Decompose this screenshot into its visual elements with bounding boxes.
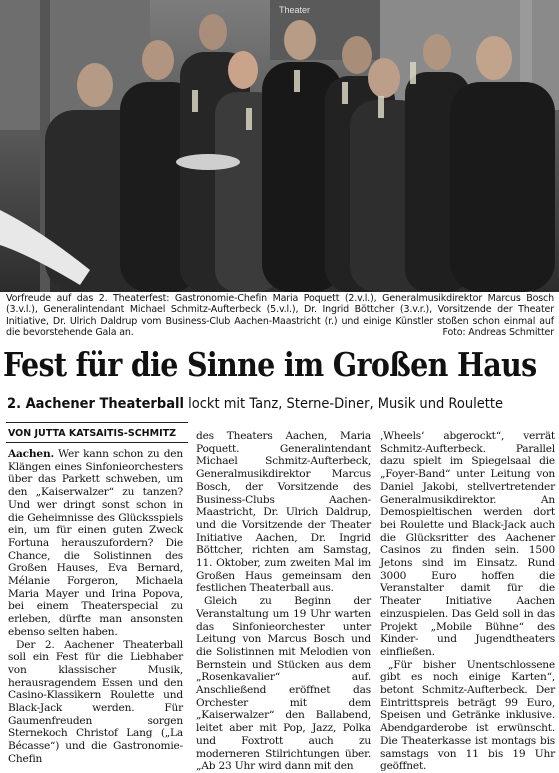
article-paragraph: ‚Wheels‘ abgerockt“, verrät Schmitz-Aufterbeck. Parallel dazu spielt im Spiegelsaal die „Foyer-Band“ unter Leitung von Daniel Jakobi, stellvertretender Generalmusikdirektor. An Demospieltischen werden dort bei Roulette und Black-Jack auch die Glücksritter des Aachener Casinos zu finden sein. 1500 Jetons sind im Einsatz. Rund 3000 Euro hoffen die Veranstalter damit für die Theater Initiative Aachen einzuspielen. Das Geld soll in das Projekt „Mobile Bühne“ des Kinder- und Jugendtheaters einfließen. (380, 430, 555, 658)
photo-caption (6, 293, 554, 338)
group-photo (0, 0, 559, 292)
paragraph-text: Wer kann schon zu den Klängen eines Sinfonieorchesters über das Parkett schweben, um den „Kaiserwalzer“ zu tanzen? Und wer dringt sonst schon in die Geheimnisse des Glücksspiels ein, um für einen guten Zweck Fortuna herauszufordern? Die Chance, die Solistinnen des Großen Hauses, Eva Bernard, Mélanie Forgeron, Michaela Maria Mayer und Irina Popova, bei einem Theaterspecial zu erleben, dürfte man ansonsten ebenso selten haben. (8, 448, 183, 638)
headline: Fest für die Sinne im Großen Haus (3, 345, 537, 384)
article-column-2 (196, 430, 371, 773)
dateline: Aachen. (8, 448, 54, 460)
article-paragraph: Der 2. Aachener Theaterball soll ein Fest für die Liebhaber von klassischer Musik, herausragendem Essen und den Casino-Klassikern Roulette und Black-Jack werden. Für Gaumenfreuden sorgen Sternekoch Christof Lang („La Bécasse“) und die Gastronomie-Chefin (8, 638, 183, 765)
byline-rule-bottom (6, 442, 188, 443)
subheadline (7, 395, 504, 413)
article-paragraph: des Theaters Aachen, Maria Poquett. Generalintendant Michael Schmitz-Aufterbeck, Generalmusikdirektor Marcus Bosch, der Vorsitzende des Business-Clubs Aachen-Maastricht, Dr. Ulrich Daldrup, und die Vorsitzende der Theater Initiative Aachen, Dr. Ingrid Böttcher, richten am Samstag, 11. Oktober, zum zweiten Mal im Großen Haus gemeinsam den festlichen Theaterball aus. (196, 430, 371, 595)
subheadline-rest: lockt mit Tanz, Sterne-Diner, Musik und Roulette (183, 396, 504, 412)
article-column-3 (380, 430, 555, 773)
article-paragraph: Gleich zu Beginn der Veranstaltung um 19 Uhr warten das Sinfonieorchester unter Leitung von Marcus Bosch und die Solistinnen mit Melodien von Bernstein und Stücken aus dem „Rosenkavalier“ auf. Anschließend eröffnet das Orchester mit dem „Kaiserwalzer“ den Ballabend, leitet aber mit Pop, Jazz, Polka und Foxtrott auch zu moderneren Stilrichtungen über. „Ab 23 Uhr wird dann mit den (196, 595, 371, 773)
photo-credit: Foto: Andreas Schmitter (442, 326, 554, 338)
byline: VON JUTTA KATSAITIS-SCHMITZ (8, 428, 176, 439)
article-column-1 (8, 448, 183, 766)
article-paragraph: „Für bisher Unentschlossene gibt es noch einige Karten“, betont Schmitz-Aufterbeck. Der Eintrittspreis beträgt 99 Euro, Speisen und Getränke inklusive. Abendgarderobe ist erwünscht. Die Theaterkasse ist montags bis samstags von 11 bis 19 Uhr geöffnet. (380, 658, 555, 773)
photo-sign-text: Theater (279, 5, 311, 15)
byline-rule-top (6, 422, 188, 423)
group-photo-illustration (0, 0, 559, 292)
caption-text: Vorfreude auf das 2. Theaterfest: Gastronomie-Chefin Maria Poquett (2.v.l.), Generalmusikdirektor Marcus Bosch (3.v.l.), Generalintendant Michael Schmitz-Aufterbeck (5.v.l.), Dr. Ingrid Böttcher (3.v.r.), Vorsitzende der Theater Initiative, Dr. Ulrich Daldrup vom Business-Club Aachen-Maastricht (r.) und einige Künstler stoßen schon einmal auf die bevorstehende Gala an. (6, 293, 554, 338)
subheadline-bold: 2. Aachener Theaterball (7, 396, 184, 412)
article-paragraph (8, 448, 183, 639)
